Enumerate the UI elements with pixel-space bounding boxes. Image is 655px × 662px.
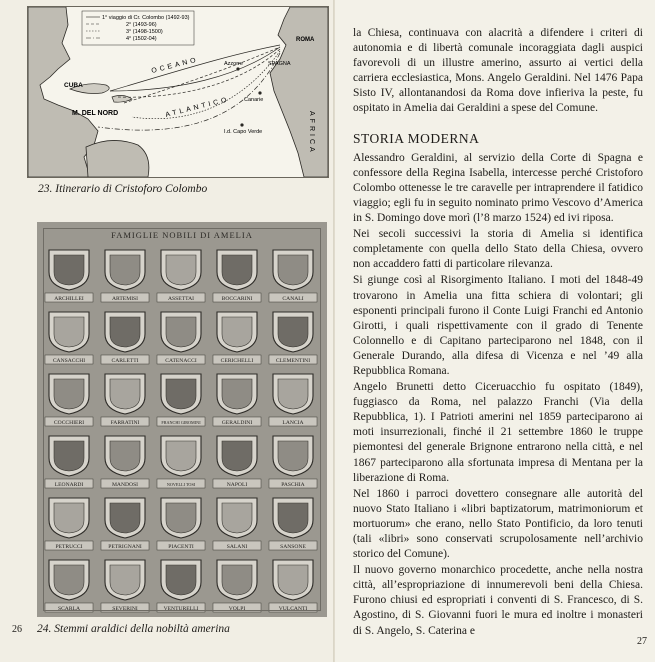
label-mar-del-nord: M. DEL NORD (72, 110, 119, 117)
heraldic-crests-plate (37, 222, 327, 617)
crest-name-label: FRANCHI GIROMINI (161, 420, 201, 425)
paragraph: Angelo Brunetti detto Ciceruacchio fu ospitato (1849), fuggiasco da Roma, nel palazzo Franchi (Via della Repubblica, 1). I Patrioti amerini nel 1859 parteciparono ai moti insurrezionali, finché il 21 settembre 1860 le truppe piemontesi del generale Brignone entrarono nella città, e nel 1867 parteciparono alla sfortunata impresa di Mentana per la liberazione di Roma. (353, 381, 643, 484)
body-text (353, 26, 643, 640)
crests-header: FAMIGLIE NOBILI DI AMELIA (111, 230, 253, 240)
paragraph: Nel 1860 i parroci dovettero consegnare alle autorità del nuovo Stato Italiano i «libri baptizatorum, matrimoniorum et mortuorum» che erano, nello Stato Pontificio, da loro tenuti (tali «libri» sono conservati scrupolosamente nell’archivio storico del Comune). (353, 487, 643, 561)
crest-name-label: VULCANTI (278, 606, 308, 612)
legend-item: 4° (1502-04) (126, 36, 157, 42)
legend-item: 3° (1498-1500) (126, 29, 163, 35)
crest-name-label: PIACENTI (168, 544, 194, 550)
label-ocean: OCEANO (150, 56, 200, 75)
crest-name-label: CATENACCI (165, 358, 197, 364)
crest-name-label: NOVELLI TOSI (166, 482, 196, 487)
paragraph: Si giunge così al Risorgimento Italiano. I moti del 1848-49 trovarono in Amelia una fitta schiera di volontari; gli esponenti principali furono il Conte Luigi Franchi ed Antonio Girotti, i quali rispettivamente con il grado di Tenente Colonnello e di Capitano parteciparono nel 1848, con il Generale Durando, alla difesa di Vicenza e nel ’49 alla Repubblica Romana. (353, 274, 643, 377)
crest-name-label: SEVERINI (112, 606, 138, 612)
crest-name-label: GERALDINI (221, 420, 253, 426)
paragraph: Alessandro Geraldini, al servizio della Corte di Spagna e confessore della Regina Isabella, intercesse perché Cristoforo Colombo ottenesse le tre caravelle per intraprendere il fatidico viaggio; egli fu in seguito nominato primo Vescovo d’America in S. Domingo dove morì (l’8 marzo 1524) ed ivi riposa. (353, 151, 643, 225)
crest-name-label: ARTEMISI (111, 296, 139, 302)
label-azzorre: Azzorre (224, 61, 243, 67)
crest-name-label: SALANI (226, 544, 248, 550)
crest-name-label: PETRIGNANI (108, 544, 142, 550)
label-spagna: SPAGNA (268, 61, 291, 67)
crest-name-label: ASSETTAI (168, 296, 194, 302)
crest-name-label: CANSACCHI (52, 358, 86, 364)
map-drawing (28, 7, 328, 177)
crest-name-label: CARLETTI (111, 358, 139, 364)
crest-name-label: CANALI (282, 296, 304, 302)
crest-name-label: PETRUCCI (55, 544, 83, 550)
crest-name-label: SANSONE (280, 544, 306, 550)
crest-name-label: CERICHELLI (220, 358, 254, 364)
label-capo-verde: I.d. Capo Verde (224, 129, 263, 135)
crest-name-label: FARRATINI (110, 420, 140, 426)
crest-name-label: CLEMENTINI (275, 358, 311, 364)
label-africa: AFRICA (308, 111, 315, 155)
paragraph: Nei secoli successivi la storia di Amelia si identifica completamente con quella dello Stato della Chiesa, ovvero non accaddero fatti di particolare rilevanza. (353, 228, 643, 271)
crest-name-label: COCCHIERI (53, 420, 85, 426)
south-america (86, 140, 149, 177)
crest-name-label: MANDOSI (111, 482, 139, 488)
label-atlantico: ATLANTICO (164, 96, 231, 119)
legend-item: 2° (1493-96) (126, 22, 157, 28)
map-caption: 23. Itinerario di Cristoforo Colombo (38, 183, 208, 195)
paragraph: la Chiesa, continuava con alacrità a difendere i criteri di autonomia e di libertà comunale incoraggiata dagli auspici favorevoli di un illustre amerino, assurto ai vertici della carriera ecclesiastica, Mons. Angelo Geraldini. Nel 1476 Papa Sisto IV, allontanandosi da Roma dove infieriva la peste, fu ospitato in Amelia dai Geraldini a spese del Comune. (353, 27, 643, 115)
crest-name-label: LEONARDI (54, 482, 84, 488)
page-number-left: 26 (12, 624, 22, 635)
page-number-right: 27 (637, 636, 647, 647)
crest-name-label: ARCHILLEI (54, 296, 84, 302)
paragraph: Il nuovo governo monarchico procedette, anche nella nostra città, all’espropriazione di innumerevoli beni della Chiesa. Furono chiusi ed espropriati i conventi di S. Francesco, di S. Agostino, di S. Giovanni fuori le mura ed inoltre i monasteri di S. Angelo, S. Caterina e (353, 564, 643, 637)
label-roma: ROMA (296, 37, 315, 43)
legend-title: 1° viaggio di Cr. Colombo (1492-93) (102, 15, 190, 21)
label-cuba: CUBA (64, 82, 83, 89)
columbus-route-map (27, 6, 329, 178)
crest-name-label: SCARLA (57, 606, 81, 612)
crest-name-label: LANCIA (282, 420, 304, 426)
crest-name-label: BOCCARINI (221, 296, 253, 302)
crest-name-label: VOLPI (228, 606, 246, 612)
crest-name-label: PASCHIA (281, 482, 305, 488)
label-canarie: Canarie (244, 97, 264, 103)
right-page (335, 0, 655, 662)
section-heading: STORIA MODERNA (353, 130, 480, 146)
crests-caption: 24. Stemmi araldici della nobiltà amerina (37, 623, 230, 635)
europe-africa-landmass (270, 7, 328, 177)
crest-name-label: NAPOLI (226, 482, 248, 488)
crest-name-label: VENTURELLI (163, 606, 199, 612)
